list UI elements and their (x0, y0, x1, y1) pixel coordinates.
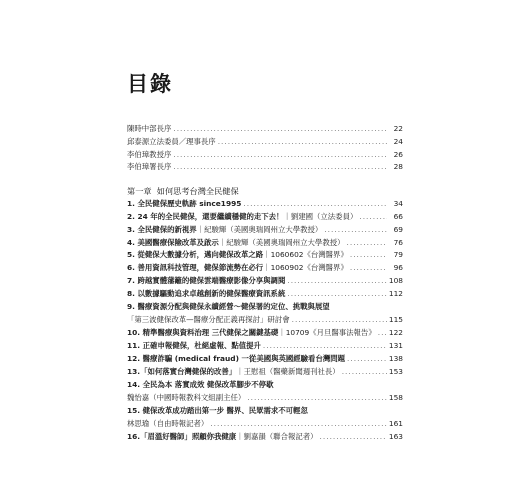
toc-entry-author: 劉建國（立法委員） (290, 212, 358, 221)
toc-entry[interactable] (127, 419, 403, 428)
toc-entry-author: 10709《月旦醫事法報告》 (285, 328, 376, 337)
toc-entry-author: 王慰祖（醫藥新聞週刊社長） (243, 367, 340, 376)
toc-entry-page: 112 (388, 289, 403, 298)
toc-entry-title: 6. 善用資訊科技管理，健保節流勢在必行 (127, 263, 264, 272)
leader-dots (350, 263, 387, 272)
leader-dots (347, 238, 388, 247)
toc-entry[interactable] (127, 315, 403, 324)
leader-dots (218, 137, 387, 146)
toc-entry-title: 16.「眉溫好醫師」照顧你我健康 (127, 432, 237, 441)
leader-dots (359, 212, 387, 221)
toc-entry-author: 林思瑜（自由時報記者） (127, 419, 209, 428)
toc-entry-page: 163 (388, 432, 403, 441)
toc-item-page: 28 (393, 162, 403, 171)
toc-entry[interactable] (127, 354, 403, 363)
toc-item-page: 26 (393, 150, 403, 159)
toc-entry[interactable]: 6. 善用資訊科技管理，健保節流勢在必行｜1060902《台灣醫界》 ..... 96 (127, 263, 403, 272)
leader-dots (350, 250, 387, 259)
toc-entry[interactable]: 10. 精準醫療與資料治理 三代健保之關鍵基礎｜10709《月旦醫事法報告》 ..... 122 (127, 328, 403, 337)
toc-entry-title: 5. 從健保大數據分析，邁向健保改革之路 (127, 250, 264, 259)
toc-entry-subtitle: 「第三波健保改革—醫療分配正義再探討」研討會 (127, 315, 290, 324)
leader-dots (287, 276, 387, 285)
toc-item-page: 24 (393, 137, 403, 146)
leader-dots (287, 289, 387, 298)
leader-dots (292, 315, 387, 324)
leader-dots (247, 393, 387, 402)
toc-entry-title[interactable]: 9. 醫療資源分配與健保永續經營～健保署的定位、挑戰與展望 (127, 302, 330, 311)
toc-entry[interactable]: 4. 美國醫療保險改革及啟示｜紀駿輝（美國奧瑞岡州立大學教授） ..... 76 (127, 238, 403, 247)
toc-entry-title[interactable]: 15. 健保改革成功踏出第一步 醫界、民眾需求不可輕忽 (127, 406, 308, 415)
toc-entry-title: 10. 精準醫療與資料治理 三代健保之關鍵基礎 (127, 328, 279, 337)
toc-entry-page: 79 (393, 250, 403, 259)
leader-dots (243, 199, 387, 208)
toc-entry-title: 11. 正確申報健保，杜絕虛報、點值提升 (127, 341, 261, 350)
toc-entry-page: 115 (388, 315, 403, 324)
toc-entry-title: 2. 24 年的全民健保，還要繼續穩健的走下去！ (127, 212, 284, 221)
toc-entry-author: 1060602《台灣醫界》 (270, 250, 348, 259)
toc-preface-item[interactable] (127, 137, 403, 146)
toc-entry[interactable] (127, 341, 403, 350)
toc-item-title: 邱泰源立法委員／理事長序 (127, 137, 216, 146)
leader-dots (324, 225, 387, 234)
leader-dots (173, 162, 387, 171)
toc-entry[interactable] (127, 289, 403, 298)
page-title: 目錄 (127, 71, 173, 96)
toc-entry[interactable] (127, 199, 403, 208)
toc-entry-page: 153 (388, 367, 403, 376)
leader-dots (342, 367, 387, 376)
toc-entry-title: 3. 全民健保的新視界 (127, 225, 197, 234)
toc-entry-page: 76 (393, 238, 403, 247)
leader-dots (173, 150, 387, 159)
toc-entry-title: 13.「如何落實台灣健保的改善」 (127, 367, 237, 376)
toc-entry-page: 66 (393, 212, 403, 221)
toc-entry[interactable]: 2. 24 年的全民健保，還要繼續穩健的走下去！｜劉建國（立法委員） ..... 66 (127, 212, 403, 221)
leader-dots (263, 341, 387, 350)
toc-entry-page: 108 (388, 276, 403, 285)
toc-entry-page: 69 (393, 225, 403, 234)
toc-entry[interactable] (127, 276, 403, 285)
toc-entry-page: 138 (388, 354, 403, 363)
toc-entry-author: 紀駿輝（美國奧瑞岡州立大學教授） (226, 238, 345, 247)
leader-dots (347, 354, 387, 363)
toc-entry-title: 7. 跨越實體藩籬的健保雲端醫療影像分享與調閱 (127, 276, 286, 285)
toc-entry-page: 161 (388, 419, 403, 428)
chapter-label: 第一章 (127, 186, 152, 196)
toc-preface-item[interactable] (127, 150, 403, 159)
toc-entry-author: 劉嘉韻（聯合報記者） (243, 432, 318, 441)
toc-entry[interactable] (127, 393, 403, 402)
toc-entry[interactable]: 3. 全民健保的新視界｜紀駿輝（美國奧瑞岡州立大學教授） ..... 69 (127, 225, 403, 234)
toc-entry-page: 122 (388, 328, 403, 337)
toc-entry-author: 魏怡嘉（中國時報教科文組副主任） (127, 393, 246, 402)
toc-entry-author: 紀駿輝（美國奧瑞岡州立大學教授） (204, 225, 323, 234)
toc-preface-item[interactable] (127, 162, 403, 171)
chapter-title: 如何思考台灣全民健保 (156, 186, 239, 196)
toc-entry-page: 158 (388, 393, 403, 402)
leader-dots (378, 328, 387, 337)
toc-entry-author: 1060902《台灣醫界》 (270, 263, 348, 272)
toc-entry-title[interactable]: 14. 全民為本 落實成效 健保改革腳步不停歇 (127, 380, 274, 389)
toc-entry-title: 4. 美國醫療保險改革及啟示 (127, 238, 219, 247)
chapter-heading (127, 186, 239, 197)
toc-entry-title: 8. 以數據驅動追求卓越創新的健保醫療資訊系統 (127, 289, 286, 298)
leader-dots (173, 124, 387, 133)
toc-entry[interactable]: 16.「眉溫好醫師」照顧你我健康｜劉嘉韻（聯合報記者） ..... 163 (127, 432, 403, 441)
toc-item-title: 李伯璋教授序 (127, 150, 172, 159)
toc-item-page: 22 (393, 124, 403, 133)
toc-item-title: 李伯璋署長序 (127, 162, 172, 171)
toc-entry-title: 1. 全民健保歷史軌跡 since1995 (127, 199, 242, 208)
toc-item-title: 陳時中部長序 (127, 124, 172, 133)
toc-entry[interactable]: 5. 從健保大數據分析，邁向健保改革之路｜1060602《台灣醫界》 ..... 79 (127, 250, 403, 259)
leader-dots (210, 419, 387, 428)
toc-entry-title: 12. 醫療詐騙 (medical fraud) 一從美國與英國經驗看台灣問題 (127, 354, 346, 363)
toc-entry-page: 131 (388, 341, 403, 350)
toc-entry-page: 96 (393, 263, 403, 272)
leader-dots (320, 432, 387, 441)
toc-entry-page: 34 (393, 199, 403, 208)
toc-entry[interactable]: 13.「如何落實台灣健保的改善」｜王慰祖（醫藥新聞週刊社長） ..... 153 (127, 367, 403, 376)
toc-preface-item[interactable] (127, 124, 403, 133)
